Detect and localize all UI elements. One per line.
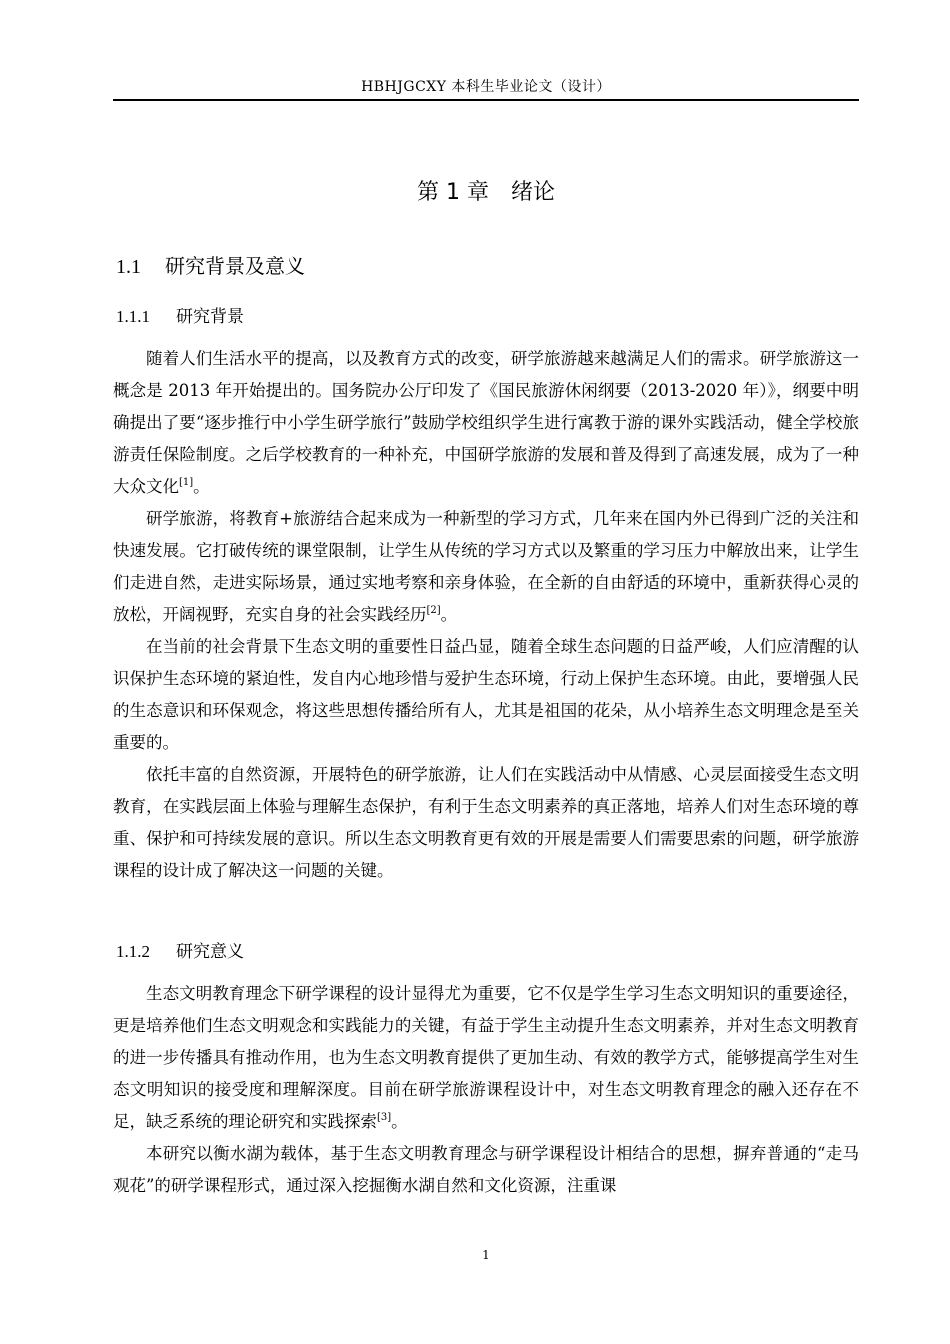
paragraph-tail: 。 (440, 605, 458, 624)
paragraph-text: 研学旅游，将教育+旅游结合起来成为一种新型的学习方式，几年来在国内外已得到广泛的关注和快速发展。它打破传统的课堂限制，让学生从传统的学习方式以及繁重的学习压力中解放出来，让学生们走进自然，走进实际场景，通过实地考察和亲身体验，在全新的自由舒适的环境中，重新获得心灵的放松，开阔视野，充实自身的社会实践经历 (113, 509, 859, 624)
paragraph: 本研究以衡水湖为载体，基于生态文明教育理念与研学课程设计相结合的思想，摒弃普通的“走马观花”的研学课程形式，通过深入挖掘衡水湖自然和文化资源，注重课 (113, 1144, 859, 1195)
subsection-number: 1.1.2 (116, 942, 150, 961)
section-heading-1-1 (116, 252, 305, 281)
citation: [2] (426, 605, 441, 616)
subsection-heading-1-1-2 (116, 940, 244, 964)
subsection-heading-1-1-1 (116, 305, 244, 329)
citation: [3] (377, 1112, 392, 1123)
paragraph-tail: 。 (391, 1112, 408, 1131)
background-body (113, 343, 859, 887)
section-number: 1.1 (116, 256, 141, 278)
paragraph: 依托丰富的自然资源，开展特色的研学旅游，让人们在实践活动中从情感、心灵层面接受生态文明教育，在实践层面上体验与理解生态保护，有利于生态文明素养的真正落地，培养人们对生态环境的尊重、保护和可持续发展的意识。所以生态文明教育更有效的开展是需要人们需要思索的问题，研学旅游课程的设计成了解决这一问题的关键。 (113, 765, 859, 880)
paragraph-text: 生态文明教育理念下研学课程的设计显得尤为重要，它不仅是学生学习生态文明知识的重要途径，更是培养他们生态文明观念和实践能力的关键，有益于学生主动提升生态文明素养，并对生态文明教育的进一步传播具有推动作用，也为生态文明教育提供了更加生动、有效的教学方式，能够提高学生对生态文明知识的接受度和理解深度。目前在研学旅游课程设计中，对生态文明教育理念的融入还存在不足，缺乏系统的理论研究和实践探索 (113, 984, 859, 1131)
paragraph-text: 随着人们生活水平的提高，以及教育方式的改变，研学旅游越来越满足人们的需求。研学旅游这一概念是 2013 年开始提出的。国务院办公厅印发了《国民旅游休闲纲要（2013-2020 年）》，纲要中明确提出了要“逐步推行中小学生研学旅行”鼓励学校组织学生进行寓教于游的课外实践活动，健全学校旅游责任保险制度。之后学校教育的一种补充，中国研学旅游的发展和普及得到了高速发展，成为了一种大众文化 (113, 349, 859, 496)
subsection-number: 1.1.1 (116, 307, 150, 326)
paragraph (113, 978, 859, 1138)
paragraph: 在当前的社会背景下生态文明的重要性日益凸显，随着全球生态问题的日益严峻，人们应清醒的认识保护生态环境的紧迫性，发自内心地珍惜与爱护生态环境，行动上保护生态环境。由此，要增强人民的生态意识和环保观念，将这些思想传播给所有人，尤其是祖国的花朵，从小培养生态文明理念是至关重要的。 (113, 637, 859, 752)
subsection-title: 研究背景 (176, 307, 244, 327)
paragraph-tail: 。 (193, 477, 210, 496)
chapter-title: 第 1 章 绪论 (417, 180, 555, 205)
page-number: 1 (482, 1248, 490, 1262)
citation: [1] (179, 477, 194, 488)
paragraph (113, 503, 859, 631)
paragraph (113, 343, 859, 503)
significance-body (113, 978, 859, 1202)
subsection-title: 研究意义 (176, 942, 244, 962)
running-header: HBHJGCXY 本科生毕业论文（设计） (361, 79, 611, 95)
section-title: 研究背景及意义 (165, 254, 305, 278)
header-rule (113, 99, 859, 101)
